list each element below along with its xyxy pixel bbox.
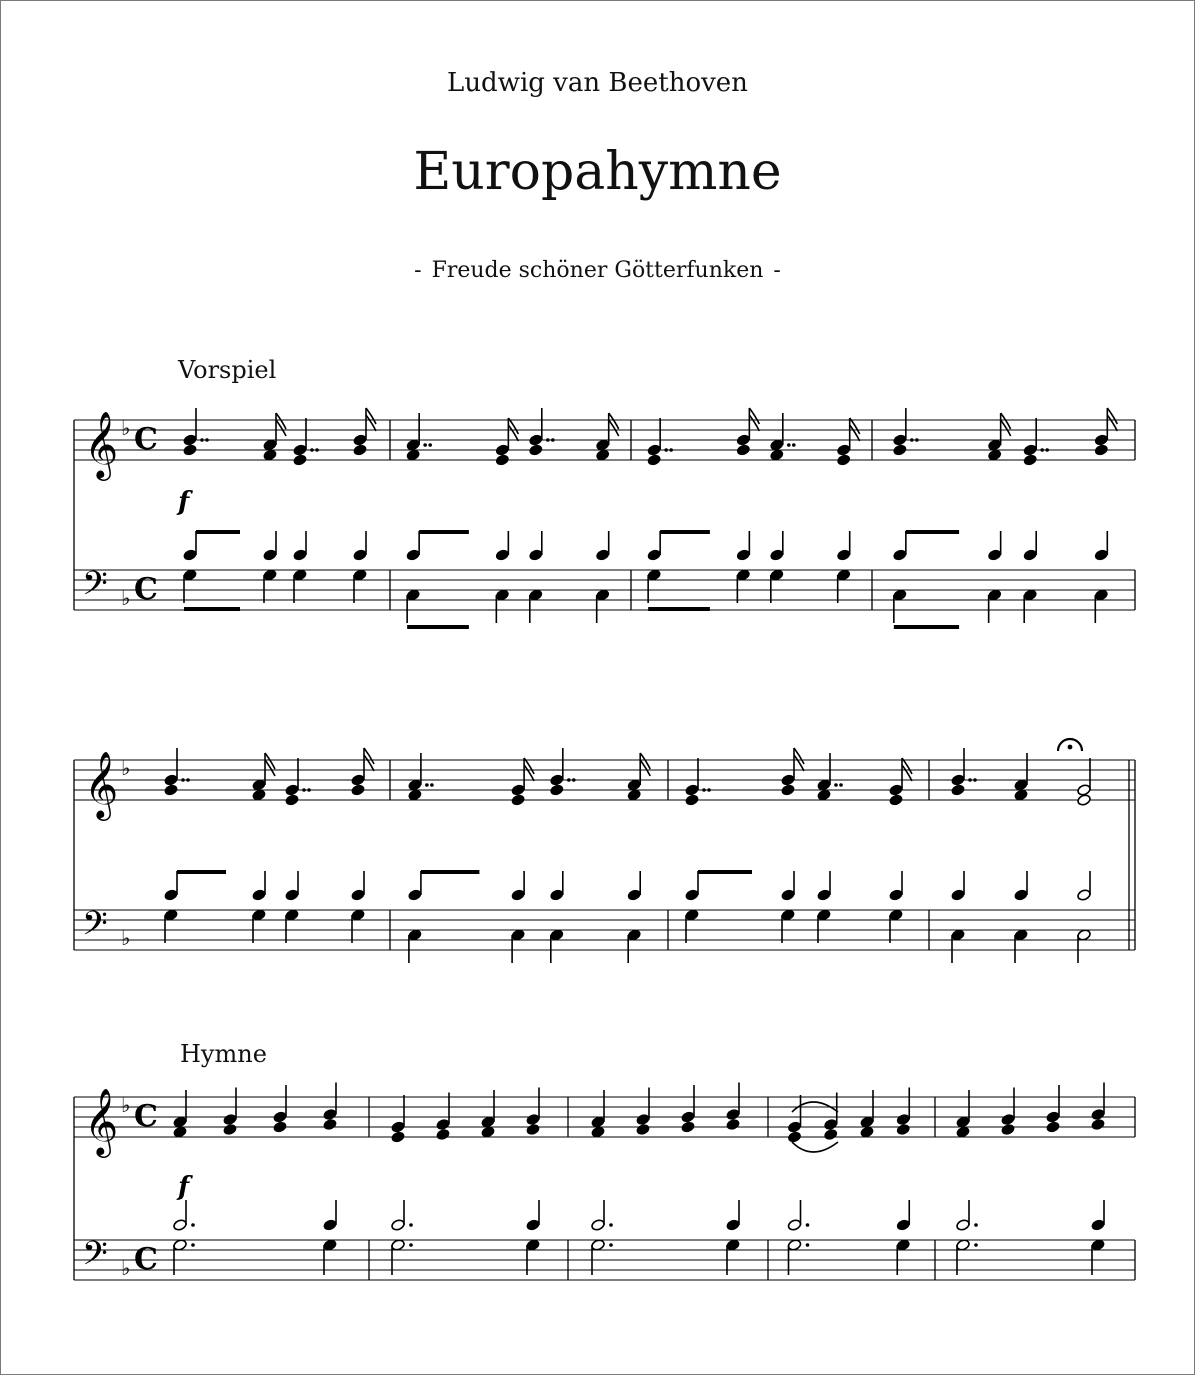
augmentation-dot	[609, 1243, 613, 1247]
augmentation-dot	[1040, 448, 1044, 452]
melody-note	[647, 444, 662, 457]
bass-clef: 𝄢	[82, 565, 108, 611]
tenor-note	[526, 1219, 541, 1232]
beam	[177, 870, 226, 874]
augmentation-dot	[181, 778, 185, 782]
augmentation-dot	[974, 1223, 978, 1227]
note-flag	[609, 420, 619, 436]
beam	[906, 530, 959, 534]
melody-note	[273, 1111, 288, 1124]
augmentation-dot	[409, 1243, 413, 1247]
section-label-hymne: Hymne	[180, 1040, 267, 1068]
tenor-note	[511, 889, 526, 902]
tenor-note	[293, 549, 308, 562]
treble-clef: 𝄞	[84, 750, 119, 818]
alto-note	[892, 444, 907, 457]
augmentation-dot	[191, 1243, 195, 1247]
tenor-note	[164, 889, 179, 902]
melody-note	[526, 1113, 541, 1126]
augmentation-dot	[1045, 448, 1049, 452]
score-title: Europahymne	[413, 142, 782, 202]
tenor-note	[591, 1219, 606, 1232]
beam	[419, 530, 469, 534]
alto-note	[685, 794, 700, 807]
tenor-note	[769, 549, 784, 562]
augmentation-dot	[669, 448, 673, 452]
tenor-note	[495, 549, 510, 562]
augmentation-dot	[609, 1223, 613, 1227]
melody-note	[549, 774, 564, 787]
tenor-note	[951, 889, 966, 902]
alto-note	[823, 1128, 838, 1141]
subtitle-text: Freude schöner Götterfunken	[431, 258, 764, 283]
tenor-note	[1091, 1219, 1106, 1232]
alto-note	[889, 794, 904, 807]
augmentation-dot	[806, 1243, 810, 1247]
melody-note	[353, 434, 368, 447]
melody-note	[892, 434, 907, 447]
augmentation-dot	[910, 438, 914, 442]
tenor-note	[787, 1219, 802, 1232]
melody-note	[293, 444, 308, 457]
alto-note	[293, 454, 308, 467]
augmentation-dot	[315, 448, 319, 452]
tenor-note	[836, 549, 851, 562]
augmentation-dot	[792, 443, 796, 447]
augmentation-dot	[186, 778, 190, 782]
alto-note	[1046, 1121, 1061, 1134]
alto-note	[1094, 444, 1109, 457]
fermata-dot	[1068, 745, 1073, 750]
note-flag	[276, 420, 286, 436]
augmentation-dot	[567, 778, 571, 782]
treble-clef: 𝄞	[84, 410, 119, 478]
melody-note	[1094, 434, 1109, 447]
augmentation-dot	[806, 1223, 810, 1227]
melody-note	[636, 1113, 651, 1126]
alto-note	[164, 784, 179, 797]
augmentation-dot	[205, 438, 209, 442]
melody-note	[323, 1108, 338, 1121]
note-flag	[366, 415, 376, 431]
key-flat: ♭	[121, 1256, 131, 1280]
augmentation-dot	[430, 783, 434, 787]
note-flag	[902, 765, 912, 781]
augmentation-dot	[551, 438, 555, 442]
melody-note	[781, 774, 796, 787]
tenor-note	[285, 889, 300, 902]
tenor-note	[892, 549, 907, 562]
augmentation-dot	[425, 783, 429, 787]
tenor-note	[183, 549, 198, 562]
augmentation-dot	[839, 783, 843, 787]
augmentation-dot	[191, 1223, 195, 1227]
composer-name: Ludwig van Beethoven	[447, 68, 748, 98]
beam	[421, 870, 480, 874]
tenor-note	[323, 1219, 338, 1232]
alto-note	[951, 784, 966, 797]
note-flag	[1001, 420, 1011, 436]
tenor-note	[817, 889, 832, 902]
subtitle-dash-right: -	[773, 258, 781, 283]
alto-note	[495, 454, 510, 467]
tenor-note	[263, 549, 278, 562]
augmentation-dot	[702, 788, 706, 792]
alto-note	[896, 1123, 911, 1136]
alto-note	[1091, 1118, 1106, 1131]
tenor-note	[173, 1219, 188, 1232]
subtitle-dash-left: -	[414, 258, 422, 283]
augmentation-dot	[307, 788, 311, 792]
augmentation-dot	[915, 438, 919, 442]
augmentation-dot	[707, 788, 711, 792]
tenor-note	[896, 1219, 911, 1232]
alto-note	[681, 1121, 696, 1134]
augmentation-dot	[787, 443, 791, 447]
alto-note	[391, 1131, 406, 1144]
tenor-note	[252, 889, 267, 902]
tie	[792, 1142, 838, 1152]
dynamic-mark: f	[178, 487, 190, 517]
melody-note	[183, 434, 198, 447]
alto-note	[511, 794, 526, 807]
note-flag	[508, 425, 518, 441]
alto-note	[787, 1131, 802, 1144]
key-flat: ♭	[121, 586, 131, 610]
tenor-note	[406, 549, 421, 562]
alto-note	[285, 794, 300, 807]
augmentation-dot	[968, 778, 972, 782]
alto-note	[323, 1118, 338, 1131]
bass-clef: 𝄢	[82, 905, 108, 951]
augmentation-dot	[974, 1243, 978, 1247]
beam	[894, 625, 959, 629]
tenor-note	[685, 889, 700, 902]
melody-note	[736, 434, 751, 447]
alto-note	[726, 1118, 741, 1131]
note-flag	[364, 755, 374, 771]
tenor-note	[726, 1219, 741, 1232]
alto-note	[736, 444, 751, 457]
key-flat: ♭	[121, 926, 131, 950]
tenor-note	[595, 549, 610, 562]
note-flag	[524, 765, 534, 781]
augmentation-dot	[546, 438, 550, 442]
alto-note	[436, 1128, 451, 1141]
dynamic-mark: f	[178, 1172, 190, 1202]
beam	[196, 530, 240, 534]
melody-note	[1091, 1108, 1106, 1121]
alto-note	[1023, 454, 1038, 467]
tenor-note	[987, 549, 1002, 562]
melody-note	[726, 1108, 741, 1121]
note-flag	[850, 425, 860, 441]
key-flat: ♭	[121, 756, 131, 780]
alto-note	[353, 444, 368, 457]
melody-note	[951, 774, 966, 787]
alto-note	[528, 444, 543, 457]
tenor-note	[408, 889, 423, 902]
beam	[407, 625, 469, 629]
augmentation-dot	[428, 443, 432, 447]
melody-note	[836, 444, 851, 457]
augmentation-dot	[664, 448, 668, 452]
tenor-note	[736, 549, 751, 562]
melody-note	[285, 784, 300, 797]
time-signature: C	[134, 572, 158, 607]
tenor-note	[889, 889, 904, 902]
tenor-note	[627, 889, 642, 902]
tenor-note	[528, 549, 543, 562]
tenor-note	[391, 1219, 406, 1232]
alto-note	[636, 1123, 651, 1136]
time-signature: C	[134, 422, 158, 457]
tenor-note	[353, 549, 368, 562]
melody-note	[351, 774, 366, 787]
melody-note	[889, 784, 904, 797]
melody-note	[1001, 1113, 1016, 1126]
melody-note	[436, 1118, 451, 1131]
melody-note	[528, 434, 543, 447]
tenor-note	[549, 889, 564, 902]
beam	[648, 607, 710, 611]
beam	[660, 530, 710, 534]
tenor-note	[647, 549, 662, 562]
augmentation-dot	[423, 443, 427, 447]
tenor-note	[956, 1219, 971, 1232]
tenor-note	[1094, 549, 1109, 562]
treble-clef: 𝄞	[84, 1087, 119, 1155]
melody-note	[1077, 784, 1092, 797]
augmentation-dot	[302, 788, 306, 792]
alto-note	[526, 1123, 541, 1136]
tenor-note	[351, 889, 366, 902]
note-flag	[265, 760, 275, 776]
melody-note	[391, 1121, 406, 1134]
note-flag	[1107, 415, 1117, 431]
section-label-vorspiel: Vorspiel	[178, 356, 277, 384]
augmentation-dot	[409, 1223, 413, 1227]
melody-note	[823, 1118, 838, 1131]
alto-note	[183, 444, 198, 457]
melody-note	[685, 784, 700, 797]
alto-note	[1001, 1123, 1016, 1136]
augmentation-dot	[572, 778, 576, 782]
key-flat: ♭	[121, 1093, 131, 1117]
alto-note	[223, 1123, 238, 1136]
melody-note	[223, 1113, 238, 1126]
beam	[698, 870, 752, 874]
melody-note	[681, 1111, 696, 1124]
beam	[184, 607, 240, 611]
note-flag	[794, 755, 804, 771]
melody-note	[896, 1113, 911, 1126]
melody-note	[1023, 444, 1038, 457]
bass-clef: 𝄢	[82, 1235, 108, 1281]
augmentation-dot	[834, 783, 838, 787]
alto-note	[1077, 794, 1092, 807]
melody-note	[1046, 1111, 1061, 1124]
alto-note	[647, 454, 662, 467]
key-flat: ♭	[121, 416, 131, 440]
melody-note	[511, 784, 526, 797]
alto-note	[549, 784, 564, 797]
alto-note	[781, 784, 796, 797]
tenor-note	[1014, 889, 1029, 902]
time-signature: C	[134, 1099, 158, 1134]
note-flag	[749, 415, 759, 431]
augmentation-dot	[310, 448, 314, 452]
tenor-note	[1077, 889, 1092, 902]
melody-note	[787, 1121, 802, 1134]
augmentation-dot	[973, 778, 977, 782]
alto-note	[836, 454, 851, 467]
melody-note	[495, 444, 510, 457]
augmentation-dot	[200, 438, 204, 442]
note-flag	[640, 760, 650, 776]
alto-note	[351, 784, 366, 797]
time-signature: C	[134, 1242, 158, 1277]
alto-note	[273, 1121, 288, 1134]
tenor-note	[1023, 549, 1038, 562]
tenor-note	[781, 889, 796, 902]
melody-note	[164, 774, 179, 787]
